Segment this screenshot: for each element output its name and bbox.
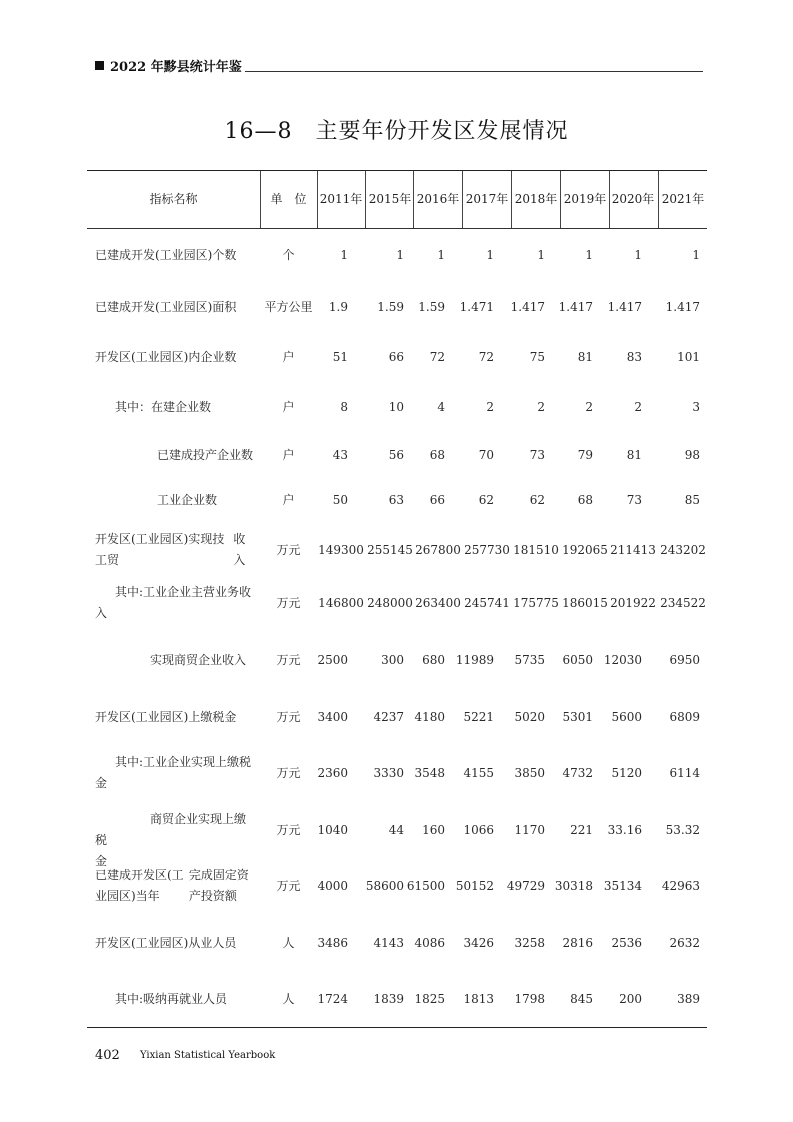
row-value: 20192 2 <box>610 595 656 610</box>
row-value: 72 <box>429 349 445 364</box>
row-label: 开发区(工业园区)上缴税金 <box>95 709 237 724</box>
table-row <box>87 920 707 966</box>
row-value: 4143 <box>373 935 404 950</box>
header-year: 2017 年 <box>465 192 509 206</box>
row-value: 4237 <box>373 709 404 724</box>
row-unit: 人 <box>282 991 295 1006</box>
row-unit: 户 <box>282 447 295 462</box>
row-value: 3426 <box>463 935 494 950</box>
row-value: 2 <box>537 399 545 414</box>
row-value: 24574 1 <box>464 595 510 610</box>
square-bullet-icon <box>95 61 104 70</box>
row-value: 5020 <box>514 709 545 724</box>
row-unit: 万元 <box>276 878 301 893</box>
header-year: 2019 年 <box>563 192 607 206</box>
row-value: 6050 <box>562 652 593 667</box>
row-value: 21141 3 <box>610 542 656 557</box>
row-value: 68 <box>429 447 445 462</box>
row-value: 33.16 <box>607 822 642 837</box>
row-value: 221 <box>570 822 593 837</box>
row-value: 5120 <box>611 765 642 780</box>
table-row <box>87 861 707 911</box>
row-value: 2 <box>486 399 494 414</box>
row-value: 53.32 <box>665 822 700 837</box>
row-value: 1066 <box>463 822 494 837</box>
row-value: 17577 5 <box>513 595 559 610</box>
row-unit: 户 <box>282 399 295 414</box>
table-row <box>87 635 707 685</box>
row-value: 81 <box>626 447 642 462</box>
row-value: 1 <box>634 247 642 262</box>
row-value: 1798 <box>514 991 545 1006</box>
row-label: 开发区(工业园区)从业人员 <box>95 935 237 950</box>
row-value: 5735 <box>514 652 545 667</box>
row-value: 1.59 <box>377 299 404 314</box>
row-value: 24320 2 <box>660 542 706 557</box>
table-row <box>87 525 707 575</box>
row-value: 35134 <box>603 878 642 893</box>
row-label: 实现商贸企业收入 <box>150 652 247 667</box>
row-value: 49729 <box>506 878 545 893</box>
row-value: 1.417 <box>607 299 642 314</box>
row-value: 845 <box>570 991 593 1006</box>
row-value: 8 <box>340 399 348 414</box>
row-value: 2536 <box>611 935 642 950</box>
row-unit: 户 <box>282 492 295 507</box>
row-label: 开发区(工业园区)内企业数 <box>95 349 237 364</box>
row-value: 160 <box>422 822 445 837</box>
row-label: 其中：在建企业数 <box>115 399 212 414</box>
row-value: 10 <box>388 399 404 414</box>
row-value: 2632 <box>669 935 700 950</box>
running-head <box>95 56 242 75</box>
row-value: 4086 <box>414 935 445 950</box>
row-value: 50 <box>332 492 348 507</box>
row-value: 1.417 <box>558 299 593 314</box>
row-value: 1.9 <box>328 299 348 314</box>
row-value: 3548 <box>414 765 445 780</box>
row-unit: 万元 <box>276 652 301 667</box>
row-value: 66 <box>429 492 445 507</box>
row-value: 1825 <box>414 991 445 1006</box>
row-value: 1040 <box>317 822 348 837</box>
row-value: 3850 <box>514 765 545 780</box>
row-value: 19206 5 <box>562 542 608 557</box>
row-value: 1 <box>437 247 445 262</box>
row-unit: 个 <box>282 247 295 262</box>
row-label: 商贸企业实现上缴税 金 <box>95 812 247 868</box>
row-value: 18151 0 <box>513 542 559 557</box>
row-value: 4155 <box>463 765 494 780</box>
row-value: 101 <box>677 349 700 364</box>
row-value: 30318 <box>554 878 593 893</box>
row-value: 5600 <box>611 709 642 724</box>
row-value: 51 <box>332 349 348 364</box>
row-label: 已建成开发(工业园区)面积 <box>95 299 237 314</box>
row-value: 4180 <box>414 709 445 724</box>
row-value: 1 <box>537 247 545 262</box>
row-unit: 万元 <box>276 542 301 557</box>
row-value: 1 <box>692 247 700 262</box>
row-value: 56 <box>388 447 404 462</box>
row-value: 3330 <box>373 765 404 780</box>
row-value: 14930 0 <box>318 542 364 557</box>
row-unit: 万元 <box>276 822 301 837</box>
row-unit: 万元 <box>276 709 301 724</box>
table-row <box>87 334 707 380</box>
row-value: 73 <box>626 492 642 507</box>
table-row <box>87 692 707 742</box>
row-value: 1724 <box>317 991 348 1006</box>
row-value: 1 <box>486 247 494 262</box>
row-value: 26340 0 <box>415 595 461 610</box>
header-indicator: 指标名称 <box>149 192 198 206</box>
row-value: 14680 0 <box>318 595 364 610</box>
table-row <box>87 281 707 333</box>
row-value: 61500 <box>406 878 445 893</box>
row-value: 58600 <box>365 878 404 893</box>
header-year: 2016 年 <box>416 192 460 206</box>
row-value: 25773 0 <box>464 542 510 557</box>
table-row <box>87 805 707 868</box>
row-value: 68 <box>577 492 593 507</box>
row-value: 6950 <box>669 652 700 667</box>
row-value: 4000 <box>317 878 348 893</box>
row-value: 1.417 <box>510 299 545 314</box>
row-value: 389 <box>677 991 700 1006</box>
row-value: 73 <box>529 447 545 462</box>
row-value: 11989 <box>455 652 494 667</box>
row-unit: 万元 <box>276 765 301 780</box>
header-year: 2011 年 <box>319 192 363 206</box>
row-label: 开发区(工业园区)实现技工贸 收入 <box>95 532 246 567</box>
row-label: 其中:工业企业主营业务收 入 <box>95 585 252 620</box>
row-value: 2360 <box>317 765 348 780</box>
row-value: 62 <box>529 492 545 507</box>
row-unit: 人 <box>282 935 295 950</box>
row-label: 已建成开发区(工业园区)当年 完成固定资产投资额 <box>95 868 249 903</box>
row-label: 其中:吸纳再就业人员 <box>115 991 228 1006</box>
table-row <box>87 384 707 430</box>
row-value: 1 <box>340 247 348 262</box>
row-value: 2500 <box>317 652 348 667</box>
row-value: 6114 <box>669 765 700 780</box>
row-label: 工业企业数 <box>157 492 218 507</box>
row-value: 1170 <box>514 822 545 837</box>
row-unit: 万元 <box>276 595 301 610</box>
table-row <box>87 478 707 522</box>
row-unit: 平方公 里 <box>264 299 313 314</box>
row-value: 43 <box>332 447 348 462</box>
header-year: 2021 年 <box>661 192 705 206</box>
row-value: 26780 0 <box>415 542 461 557</box>
row-value: 50152 <box>455 878 494 893</box>
row-value: 66 <box>388 349 404 364</box>
row-value: 98 <box>684 447 700 462</box>
table-bottom-rule <box>87 1027 707 1028</box>
table-row <box>87 578 707 628</box>
row-value: 75 <box>529 349 545 364</box>
row-value: 300 <box>381 652 404 667</box>
row-value: 200 <box>619 991 642 1006</box>
table-row <box>87 748 707 798</box>
row-value: 680 <box>422 652 445 667</box>
row-value: 1.59 <box>418 299 445 314</box>
table-header-rule <box>87 228 707 229</box>
header-year: 2015 年 <box>368 192 412 206</box>
row-value: 3486 <box>317 935 348 950</box>
table-row <box>87 433 707 477</box>
row-value: 1.471 <box>459 299 494 314</box>
row-value: 83 <box>626 349 642 364</box>
row-value: 18601 5 <box>562 595 608 610</box>
row-value: 2 <box>634 399 642 414</box>
row-value: 85 <box>684 492 700 507</box>
row-value: 4 <box>437 399 445 414</box>
row-label: 已建成开发(工业园区)个数 <box>95 247 237 262</box>
row-value: 1839 <box>373 991 404 1006</box>
row-value: 1813 <box>463 991 494 1006</box>
table-row <box>87 232 707 278</box>
row-value: 4732 <box>562 765 593 780</box>
row-value: 5221 <box>463 709 494 724</box>
row-value: 81 <box>577 349 593 364</box>
row-value: 62 <box>478 492 494 507</box>
row-value: 2 <box>585 399 593 414</box>
row-value: 25514 5 <box>367 542 413 557</box>
running-head-text: 2022 年黟县统计年鉴 <box>110 60 242 75</box>
row-label: 其中:工业企业实现上缴税 金 <box>95 755 252 790</box>
row-value: 44 <box>388 822 404 837</box>
table-row <box>87 976 707 1022</box>
row-value: 24800 0 <box>367 595 413 610</box>
row-value: 1.417 <box>665 299 700 314</box>
footer-book-title: Yixian Statistical Yearbook <box>140 1050 276 1061</box>
header-unit: 单 位 <box>270 192 307 206</box>
row-value: 6809 <box>669 709 700 724</box>
row-value: 3258 <box>514 935 545 950</box>
row-value: 42963 <box>661 878 700 893</box>
row-label: 已建成投产企业数 <box>157 447 254 462</box>
row-value: 23452 2 <box>660 595 706 610</box>
row-value: 63 <box>388 492 404 507</box>
row-value: 79 <box>577 447 593 462</box>
row-value: 3 <box>692 399 700 414</box>
header-year: 2018 年 <box>514 192 558 206</box>
header-rule <box>245 71 703 72</box>
header-year: 2020 年 <box>611 192 655 206</box>
page-number: 402 <box>95 1048 120 1063</box>
row-value: 12030 <box>603 652 642 667</box>
row-value: 3400 <box>317 709 348 724</box>
table-title: 16—8 主要年份开发区发展情况 <box>224 119 569 144</box>
row-value: 2816 <box>562 935 593 950</box>
row-value: 70 <box>478 447 494 462</box>
row-unit: 户 <box>282 349 295 364</box>
row-value: 72 <box>478 349 494 364</box>
row-value: 1 <box>396 247 404 262</box>
row-value: 5301 <box>562 709 593 724</box>
row-value: 1 <box>585 247 593 262</box>
